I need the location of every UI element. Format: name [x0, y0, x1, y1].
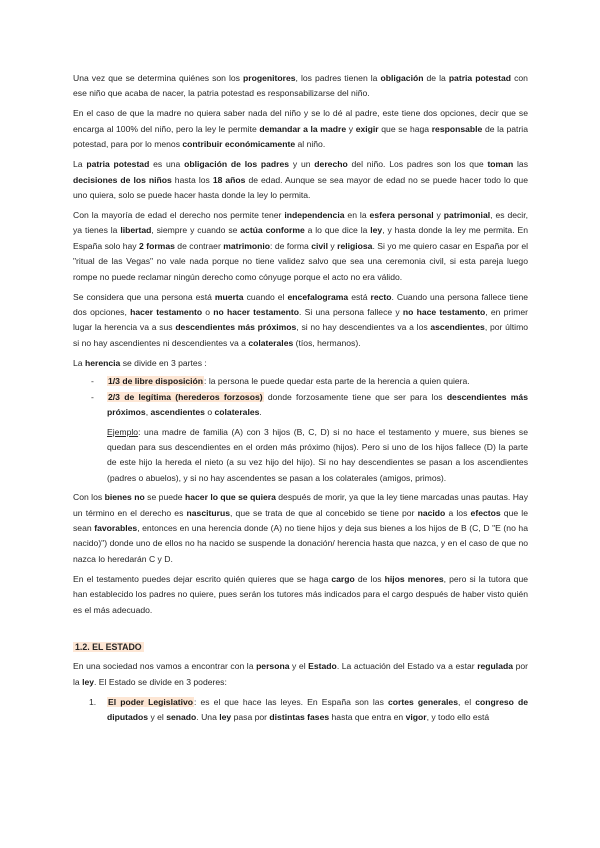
text: : es el que hace las leyes. En España son las	[194, 696, 388, 707]
text: y	[346, 123, 356, 134]
bold-term: nasciturus	[186, 507, 230, 518]
text: En el caso de que la madre no quiera saber nada del niño y se lo dé al padre, este tiene dos opciones, decir que se encarga al 100% del niño, pero la ley le permite	[73, 108, 528, 134]
highlighted-term: 1/3 de libre disposición	[108, 376, 204, 387]
bold-term: descendientes más próximos	[107, 391, 528, 418]
text: , siempre y cuando se	[151, 225, 241, 236]
text: (tíos, hermanos).	[293, 337, 361, 348]
text: En una sociedad nos vamos a encontrar con la	[73, 661, 257, 672]
bold-term: regulada	[477, 661, 514, 672]
text: donde forzosamente tiene que ser para los	[263, 391, 447, 402]
bold-term: congreso de diputados	[107, 696, 528, 723]
text: en la	[344, 210, 370, 221]
bold-term: actúa conforme	[240, 225, 305, 236]
bold-term: obligación de los padres	[184, 159, 290, 170]
text: se puede	[144, 492, 185, 503]
paragraph-muerte-testamento	[73, 290, 528, 352]
text: .	[259, 407, 262, 418]
bold-term: efectos	[470, 507, 501, 518]
text: , el	[457, 696, 476, 707]
paragraph-patria-potestad-intro	[73, 71, 528, 102]
bold-term: ley	[370, 225, 383, 236]
bold-term: libertad	[120, 225, 152, 236]
text: con ese niño que acaba de nacer, la patria potestad es responsabilizarse del niño.	[73, 73, 528, 99]
text: . La actuación del Estado va a estar	[336, 661, 478, 672]
text: Una vez que se determina quiénes son los	[73, 73, 244, 83]
bold-term: recto	[370, 291, 392, 302]
text: Con los	[73, 492, 105, 503]
highlighted-term: 2/3 de legítima (herederos forzosos)	[108, 391, 263, 402]
text: , los padres tienen la	[295, 73, 381, 83]
bold-term: muerta	[214, 291, 244, 302]
text: y un	[289, 159, 315, 170]
text: que se haga	[378, 123, 432, 134]
bold-term: nacido	[417, 507, 446, 518]
text: La	[73, 159, 87, 170]
bold-term: 2 formas	[139, 240, 175, 251]
list-item	[73, 695, 528, 726]
text: o	[202, 307, 214, 318]
bold-term: matrimonio	[223, 240, 271, 251]
bold-term: patria potestad	[86, 159, 150, 170]
bold-term: no hace testamento	[402, 307, 486, 318]
example-paragraph	[73, 425, 528, 487]
text: hasta que entra en	[329, 712, 406, 723]
paragraph-herencia	[73, 356, 528, 371]
text: . Si yo me quiero casar en España por el "ritual de las Vegas" no vale nada porque no tiene validez salvo que sea una ceremonia civil, si esta pareja luego rompe no puede reclamar ningún derecho como cónyuge porque el acto no era válido.	[73, 240, 529, 282]
text: Se considera que una persona está	[73, 291, 215, 302]
bold-term: colaterales	[214, 407, 260, 418]
bold-term: senado	[166, 712, 197, 723]
bold-term: herencia	[84, 357, 121, 368]
bold-term: 18 años	[212, 174, 246, 185]
bold-term: favorables	[94, 522, 138, 533]
text: del niño. Los padres son los que	[347, 159, 488, 170]
bold-term: Estado	[308, 661, 337, 672]
bold-term: independencia	[284, 210, 345, 221]
bold-term: vigor	[405, 712, 427, 723]
bold-term: bienes no	[104, 492, 145, 503]
text: pasa por	[231, 712, 270, 723]
text: y	[327, 240, 338, 251]
bold-term: decisiones de los niños	[73, 174, 172, 185]
highlighted-term: El poder Legislativo	[108, 696, 194, 707]
text: de la patria potestad, para por lo menos	[73, 123, 528, 150]
bold-term: ley	[82, 676, 95, 687]
bold-term: ley	[219, 712, 232, 723]
text: , en primer lugar la herencia va a sus	[73, 307, 528, 333]
text: . Una	[196, 712, 220, 723]
paragraph-madre-padre	[73, 106, 528, 152]
text: de edad. Aunque se sea mayor de edad no se puede hacer todo lo que uno quiera, solo se puede hacer hasta donde la ley lo permita.	[73, 174, 528, 201]
text: de la	[423, 73, 449, 83]
text: , es decir, ya tienes la	[73, 210, 528, 236]
text: La	[73, 357, 85, 368]
text: y	[433, 210, 444, 221]
bold-term: ascendientes	[430, 322, 485, 333]
bold-term: religiosa	[337, 240, 373, 251]
text: , y hasta donde la ley me permita. En España solo hay	[73, 225, 528, 251]
bold-term: exigir	[355, 123, 379, 134]
text: de contraer	[174, 240, 224, 251]
text: En el testamento puedes dejar escrito quién quieres que se haga	[73, 573, 332, 584]
text: y el	[289, 661, 309, 672]
bold-term: encefalograma	[287, 291, 349, 302]
bold-term: hacer testamento	[130, 307, 203, 318]
paragraph-nasciturus	[73, 490, 528, 567]
text: . Si una persona fallece y	[299, 307, 403, 318]
text: por la	[73, 661, 528, 687]
text: a los	[445, 507, 471, 518]
list-number: 1.	[89, 696, 97, 707]
bold-term: hijos menores	[384, 573, 444, 584]
text: , si no hay descendientes va a los	[296, 322, 431, 333]
text: , pero si la tutora que han establecido los padres no quiere, pues serán los tutores más indicados para el cargo después de haber visto quién es el más adecuado.	[73, 573, 529, 615]
paragraph-tutores	[73, 572, 528, 618]
text: está	[348, 291, 371, 302]
text: al niño.	[295, 139, 326, 150]
text: : de forma	[270, 240, 312, 251]
bold-term: derecho	[314, 159, 348, 170]
text: , que se trata de que al concebido se tiene por	[230, 507, 418, 518]
paragraph-mayoria-edad	[73, 208, 528, 285]
text: que le sean	[73, 507, 528, 533]
text: , por último si no hay ascendientes ni descendientes va a	[73, 322, 529, 348]
bold-term: cortes generales	[387, 696, 458, 707]
text: , entonces en una herencia donde (A) no tiene hijos y deja sus bienes a los hijos de B (C, D "E (no ha nacido)") donde uno de ellos no ha nacido se suspende la donación/ herencia hasta que nazca, y en el caso de que no nazca lo heredarán C y D.	[73, 522, 528, 564]
bold-term: no hacer testamento	[213, 307, 300, 318]
text: . Cuando una persona fallece tiene dos opciones,	[73, 291, 528, 318]
section-heading	[73, 640, 528, 655]
text: después de morir, ya que la ley tiene marcadas unas pautas. Hay un término en el derecho es	[73, 492, 528, 518]
poderes-list	[73, 695, 528, 726]
bold-term: ascendientes	[150, 407, 205, 418]
bold-term: demandar a la madre	[259, 123, 347, 134]
text: de los	[354, 573, 385, 584]
bold-term: colaterales	[248, 337, 294, 348]
text: las	[513, 159, 528, 170]
paragraph-estado	[73, 659, 528, 690]
text: . El Estado se divide en 3 poderes:	[94, 676, 227, 687]
bold-term: contribuir económicamente	[182, 139, 296, 150]
bold-term: obligación	[380, 73, 424, 83]
paragraph-obligacion-padres	[73, 157, 528, 203]
bold-term: toman	[487, 159, 514, 170]
text: cuando el	[243, 291, 288, 302]
text: : una madre de familia (A) con 3 hijos (B, C, D) si no hace el testamento y muere, sus bienes se quedan para sus descendientes en el orden más próximo (hijos). Pero si uno de los hijos fallece (D) la parte de este hijo la hereda el nieto (a su vez hijo del hijo). Si no hay descendientes se pasan a los ascendientes (padres o abuelos), y si no hay ascendentes se pasan a los colaterales (amigos, primos).	[107, 426, 528, 483]
bold-term: distintas fases	[269, 712, 330, 723]
text: se divide en 3 partes :	[120, 357, 207, 368]
bold-term: cargo	[331, 573, 355, 584]
text: es una	[149, 159, 185, 170]
bold-term: patrimonial	[443, 210, 491, 221]
section-title-text: 1.2. EL ESTADO	[75, 641, 142, 652]
bold-term: progenitores	[243, 73, 296, 83]
text: o	[204, 407, 215, 418]
bold-term: hacer lo que se quiera	[184, 492, 276, 503]
bold-term: esfera personal	[369, 210, 434, 221]
text: , y todo ello está	[426, 712, 490, 723]
bold-term: descendientes más próximos	[175, 322, 297, 333]
bold-term: persona	[256, 661, 290, 672]
text: hasta los	[171, 174, 213, 185]
bold-term: patria potestad	[448, 73, 512, 83]
text: : la persona le puede quedar esta parte de la herencia a quien quiera.	[204, 376, 470, 387]
text: ,	[145, 407, 151, 418]
herencia-parts-list	[73, 374, 528, 420]
list-item	[73, 374, 528, 389]
bold-term: civil	[311, 240, 328, 251]
text: a lo que dice la	[304, 225, 371, 236]
bold-term: responsable	[431, 123, 483, 134]
list-item	[73, 390, 528, 421]
example-label: Ejemplo	[107, 426, 139, 437]
text: y el	[148, 712, 167, 723]
text: Con la mayoría de edad el derecho nos permite tener	[73, 210, 285, 221]
